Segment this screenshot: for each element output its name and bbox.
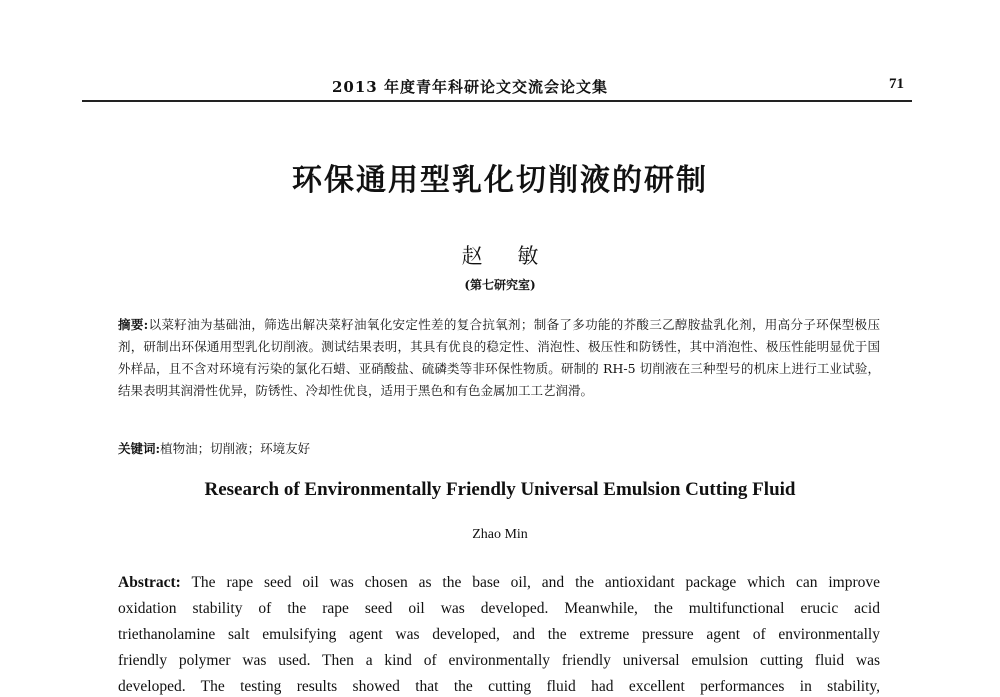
abstract-english <box>118 570 880 697</box>
abstract-english-line <box>118 570 880 596</box>
keywords-chinese <box>118 438 880 460</box>
author-english: Zhao Min <box>472 527 528 542</box>
abstract-english-line-text: The rape seed oil was chosen as the base oil, and the antioxidant package which can improve <box>180 574 880 591</box>
abstract-english-line: friendly polymer was used. Then a kind of environmentally friendly universal emulsion cutting fluid was <box>118 652 880 669</box>
title-chinese: 环保通用型乳化切削液的研制 <box>292 163 708 198</box>
running-header <box>82 72 912 102</box>
author-chinese: 赵 敏 <box>461 244 553 268</box>
title-english: Research of Environmentally Friendly Universal Emulsion Cutting Fluid <box>204 479 796 500</box>
affiliation-chinese: (第七研究室) <box>464 278 536 292</box>
journal-title: 2013 年度青年科研论文交流会论文集 <box>332 78 608 96</box>
abstract-english-line: triethanolamine salt emulsifying agent was developed, and the extreme pressure agent of environmentally <box>118 626 880 643</box>
abstract-english-label: Abstract: <box>118 574 181 591</box>
abstract-english-line: oxidation stability of the rape seed oil was developed. Meanwhile, the multifunctional erucic acid <box>118 600 880 617</box>
keywords-chinese-label: 关键词: <box>118 441 161 456</box>
abstract-chinese-text: 以菜籽油为基础油，筛选出解决菜籽油氧化安定性差的复合抗氧剂；制备了多功能的芥酸三乙醇胺盐乳化剂，用高分子环保型极压剂，研制出环保通用型乳化切削液。测试结果表明，其具有优良的稳定性、消泡性、极压性和防锈性，其中消泡性、极压性能明显优于国外样品，且不含对环境有污染的氯化石蜡、亚硝酸盐、硫磷类等非环保性物质。研制的 RH-5 切削液在三种型号的机床上进行工业试验，结果表明其润滑性优异，防锈性、冷却性优良，适用于黑色和有色金属加工工艺润滑。 <box>118 317 880 398</box>
keywords-chinese-text: 植物油；切削液；环境友好 <box>160 441 311 456</box>
abstract-english-line: developed. The testing results showed that the cutting fluid had excellent performances in stability, <box>118 678 880 695</box>
page-number: 71 <box>889 76 904 92</box>
abstract-chinese-label: 摘要: <box>118 317 149 332</box>
abstract-chinese <box>118 314 880 402</box>
